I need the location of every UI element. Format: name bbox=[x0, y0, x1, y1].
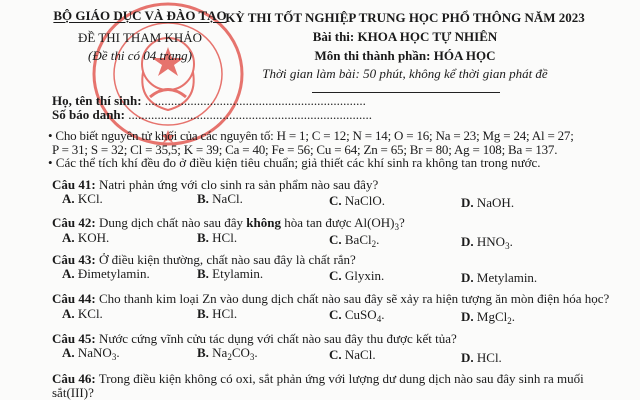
question-41: Câu 41: Natri phản ứng với clo sinh ra sản phẩm nào sau đây? bbox=[52, 177, 379, 192]
option-c[interactable]: C. BaCl$_2$. bbox=[329, 232, 380, 249]
ministry-name: BỘ GIÁO DỤC VÀ ĐÀO TẠO bbox=[53, 8, 227, 23]
option-c[interactable]: C. NaCl. bbox=[329, 347, 376, 362]
option-b[interactable]: B. $Na_2CO_3$. bbox=[197, 345, 258, 362]
option-a[interactable]: A. KCl. bbox=[62, 306, 103, 321]
option-d[interactable]: D. HCl. bbox=[461, 350, 502, 365]
option-c[interactable]: C. CuSO$_4$. bbox=[329, 307, 385, 324]
exam-type: ĐỀ THI THAM KHẢO bbox=[77, 30, 203, 45]
question-45: Câu 45: Nước cứng vĩnh cửu tác dụng với chất nào sau đây thu được kết tủa? bbox=[52, 331, 457, 346]
option-a[interactable]: A. KCl. bbox=[62, 191, 103, 206]
option-a[interactable]: A. KOH. bbox=[62, 230, 110, 245]
option-d[interactable]: D. $HNO_3$. bbox=[461, 234, 513, 251]
time-limit: Thời gian làm bài: 50 phút, không kể thời gian phát đề bbox=[262, 66, 548, 81]
option-a[interactable]: A. Đimetylamin. bbox=[62, 266, 150, 281]
atomic-masses-line2: P = 31; S = 32; Cl = 35,5; K = 39; Ca = 40; Fe = 56; Cu = 64; Zn = 65; Br = 80; Ag = 108; Ba = 137. bbox=[52, 142, 558, 157]
candidate-name-field: Họ, tên thí sinh: .................................................................... bbox=[52, 93, 366, 108]
option-d[interactable]: D. MgCl$_2$. bbox=[461, 309, 515, 326]
atomic-masses-line1: • Cho biết nguyên tử khối của các nguyên tố: H = 1; C = 12; N = 14; O = 16; Na = 23; Mg = 24; Al = 27; bbox=[48, 128, 574, 143]
exam-title: KỲ THI TỐT NGHIỆP TRUNG HỌC PHỔ THÔNG NĂM 2023 bbox=[225, 10, 585, 25]
test-name: Bài thi: KHOA HỌC TỰ NHIÊN bbox=[312, 29, 498, 44]
question-44: Câu 44: Cho thanh kim loại Zn vào dung dịch chất nào sau đây sẽ xảy ra hiện tượng ăn mòn điện hóa học? bbox=[52, 291, 610, 306]
pages-note: (Đề thi có 04 trang) bbox=[88, 48, 192, 63]
option-a[interactable]: A. NaNO$_3$. bbox=[62, 345, 120, 362]
option-b[interactable]: B. NaCl. bbox=[197, 191, 243, 206]
gas-conditions-note: • Các thể tích khí đều đo ở điều kiện tiêu chuẩn; giả thiết các khí sinh ra không tan trong nước. bbox=[48, 155, 541, 170]
option-d[interactable]: D. Metylamin. bbox=[461, 270, 538, 285]
option-b[interactable]: B. HCl. bbox=[197, 230, 238, 245]
subject-name: Môn thi thành phần: HÓA HỌC bbox=[314, 48, 496, 63]
candidate-id-field: Số báo danh: ........................................................................... bbox=[52, 107, 372, 122]
option-d[interactable]: D. NaOH. bbox=[461, 195, 515, 210]
option-c[interactable]: C. NaClO. bbox=[329, 193, 385, 208]
question-43: Câu 43: Ở điều kiện thường, chất nào sau đây là chất rắn? bbox=[52, 252, 356, 267]
question-46: Câu 46: Trong điều kiện không có oxi, sắt phản ứng với lượng dư dung dịch nào sau đây sinh ra muối bbox=[52, 371, 584, 386]
question-42: Câu 42: Dung dịch chất nào sau đây không hòa tan được $Al(OH)_3$? bbox=[52, 215, 405, 232]
question-46-continuation: sắt(III)? bbox=[52, 385, 94, 400]
option-b[interactable]: B. Etylamin. bbox=[197, 266, 264, 281]
option-c[interactable]: C. Glyxin. bbox=[329, 268, 385, 283]
option-b[interactable]: B. HCl. bbox=[197, 306, 238, 321]
